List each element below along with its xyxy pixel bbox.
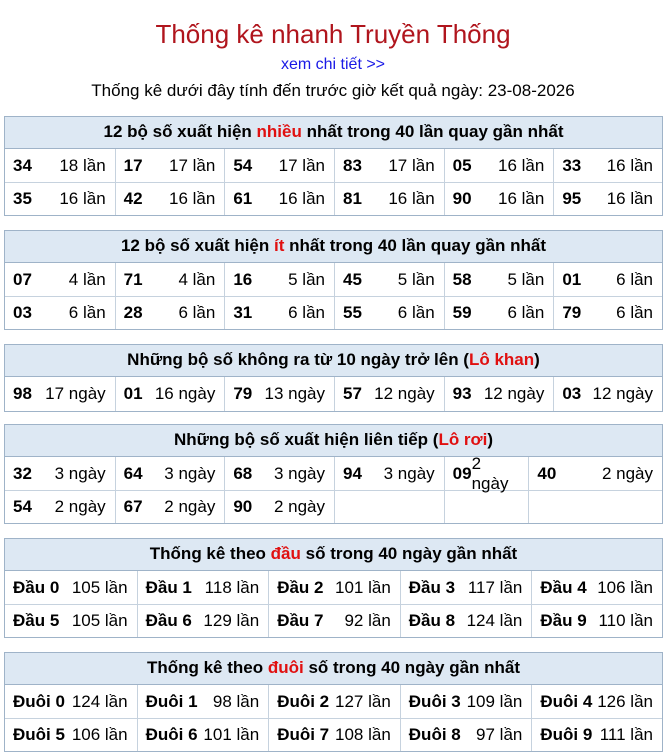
stat-cell	[224, 377, 334, 411]
stat-label: 98	[13, 384, 32, 403]
stat-label: Đuôi 0	[13, 691, 65, 711]
stat-label: 94	[343, 463, 362, 483]
header-text: Những bộ số không ra từ 10 ngày trở lên (	[127, 350, 469, 369]
stat-cell	[531, 685, 662, 718]
stat-cell	[115, 183, 225, 215]
stat-count: 17 lần	[278, 155, 325, 175]
stat-label: 07	[13, 269, 32, 289]
duoi-stats-table	[4, 652, 663, 752]
stat-cell	[444, 377, 554, 411]
stat-cell	[531, 571, 662, 604]
view-details-link[interactable]: xem chi tiết >>	[280, 56, 386, 73]
stat-cell	[115, 149, 225, 182]
stat-label: Đuôi 9	[540, 725, 593, 744]
stat-label: Đầu 9	[540, 611, 587, 630]
stat-label: 42	[123, 189, 143, 208]
stat-count: 6 lần	[507, 303, 545, 322]
stat-count: 6 lần	[288, 303, 325, 322]
table-row	[5, 490, 662, 523]
stat-count: 117 lần	[467, 577, 523, 597]
stat-cell	[553, 263, 662, 296]
header-text: 12 bộ số xuất hiện	[103, 122, 257, 141]
stat-count: 97 lần	[476, 725, 523, 744]
stat-cell	[5, 297, 115, 329]
stat-label: 95	[562, 189, 582, 208]
table-row	[5, 685, 662, 718]
stat-label: 31	[233, 303, 253, 322]
stat-label: Đuôi 5	[13, 725, 65, 744]
table-row	[5, 604, 662, 637]
stat-label: Đầu 0	[13, 577, 60, 597]
stat-label: 83	[343, 155, 362, 175]
stat-count: 4 lần	[178, 269, 216, 289]
stat-count: 16 lần	[169, 189, 216, 208]
stat-count: 13 ngày	[264, 384, 325, 403]
stat-count: 16 lần	[278, 189, 325, 208]
stat-count: 16 lần	[606, 189, 654, 208]
stat-count: 124 lần	[466, 611, 523, 630]
stat-cell	[268, 719, 400, 751]
header-text: Thống kê theo	[149, 544, 271, 563]
stat-count: 4 lần	[68, 269, 106, 289]
stat-cell	[400, 571, 532, 604]
stat-label: 71	[123, 269, 143, 289]
stat-count: 118 lần	[204, 577, 260, 597]
stat-count: 12 ngày	[374, 384, 435, 403]
stat-cell	[444, 297, 554, 329]
stat-count: 129 lần	[203, 611, 260, 630]
stat-count: 17 ngày	[45, 384, 106, 403]
stat-cell	[224, 149, 334, 182]
stat-count: 6 lần	[616, 303, 654, 322]
stat-cell	[444, 183, 554, 215]
stat-count: 124 lần	[71, 691, 128, 711]
header-highlight: nhiều	[256, 122, 302, 141]
stat-cell	[5, 377, 115, 411]
stat-count: 16 lần	[606, 155, 654, 175]
stat-label: 68	[233, 463, 253, 483]
stat-label: 40	[537, 463, 557, 483]
stat-count: 110 lần	[598, 611, 653, 630]
stat-cell	[5, 183, 115, 215]
stat-count: 108 lần	[335, 725, 391, 744]
stat-cell	[334, 297, 444, 329]
stat-cell	[531, 719, 662, 751]
stat-cell	[268, 571, 400, 604]
stat-label: 17	[123, 155, 143, 175]
stat-cell	[5, 457, 115, 490]
stat-count: 5 lần	[507, 269, 545, 289]
header-text: Thống kê theo	[146, 658, 268, 677]
least-frequent-table	[4, 230, 663, 330]
stat-label: 93	[452, 384, 472, 403]
stat-label: 57	[343, 384, 362, 403]
stat-cell	[224, 457, 334, 490]
stat-count: 18 lần	[59, 155, 106, 175]
stat-cell	[137, 719, 269, 751]
stat-label: Đầu 6	[145, 611, 192, 630]
header-text: )	[534, 350, 540, 369]
stat-cell	[137, 605, 269, 637]
stat-count: 16 lần	[498, 189, 545, 208]
stat-label: 16	[233, 269, 253, 289]
lo-roi-header	[5, 425, 662, 457]
most-frequent-header	[5, 117, 662, 149]
stat-cell	[268, 605, 400, 637]
stat-count: 101 lần	[335, 577, 391, 597]
stat-count: 106 lần	[71, 725, 128, 744]
stat-cell	[334, 457, 444, 490]
page-subtitle: Thống kê dưới đây tính đến trước giờ kết quả ngày: 23-08-2026	[91, 81, 575, 100]
stat-label: 54	[13, 497, 32, 516]
stat-cell	[5, 605, 137, 637]
stat-count: 17 lần	[169, 155, 216, 175]
stat-cell	[5, 149, 115, 182]
table-row	[5, 263, 662, 296]
stat-cell	[531, 605, 662, 637]
stat-label: 79	[233, 384, 253, 403]
stat-cell	[334, 183, 444, 215]
stat-cell	[5, 571, 137, 604]
stat-cell	[268, 685, 400, 718]
header-highlight: đầu	[270, 544, 301, 563]
stat-label: 55	[343, 303, 362, 322]
stat-cell	[137, 685, 269, 718]
table-row	[5, 149, 662, 182]
stat-label: 58	[452, 269, 472, 289]
page-title: Thống kê nhanh Truyền Thống	[155, 19, 511, 49]
header-text: Những bộ số xuất hiện liên tiếp (	[173, 430, 439, 449]
stat-count: 2 ngày	[164, 497, 216, 516]
header-text: số trong 40 ngày gần nhất	[303, 658, 521, 677]
table-row	[5, 718, 662, 751]
stat-label: 90	[452, 189, 472, 208]
stat-cell	[553, 297, 662, 329]
header-text: nhất trong 40 lần quay gần nhất	[301, 122, 564, 141]
duoi-stats-header	[5, 653, 662, 685]
stat-cell	[115, 491, 225, 523]
stat-label: 79	[562, 303, 582, 322]
stat-cell	[334, 377, 444, 411]
stat-label: Đuôi 6	[145, 725, 198, 744]
stat-cell	[5, 685, 137, 718]
stat-count: 2 ngày	[54, 497, 106, 516]
stat-label: 01	[123, 384, 143, 403]
stat-count: 126 lần	[597, 691, 653, 711]
least-frequent-header	[5, 231, 662, 263]
stat-label: 01	[562, 269, 582, 289]
header-highlight: Lô khan	[468, 350, 535, 369]
stat-count: 105 lần	[71, 611, 128, 630]
stat-count: 2 ngày	[471, 453, 509, 493]
stat-cell	[444, 149, 554, 182]
stat-cell	[115, 377, 225, 411]
header-highlight: Lô rơi	[438, 430, 488, 449]
stat-cell	[5, 491, 115, 523]
empty-cell	[528, 491, 662, 523]
stat-label: 54	[233, 155, 253, 175]
stat-label: 28	[123, 303, 143, 322]
stat-count: 3 ngày	[383, 463, 435, 483]
stat-cell	[553, 149, 662, 182]
stat-label: 35	[13, 189, 32, 208]
stat-label: 32	[13, 463, 32, 483]
stat-label: 67	[123, 497, 143, 516]
stat-count: 3 ngày	[54, 463, 106, 483]
stat-count: 109 lần	[466, 691, 523, 711]
stat-cell	[528, 457, 662, 490]
stat-cell	[553, 377, 662, 411]
stat-count: 3 ngày	[164, 463, 216, 483]
stat-label: 05	[452, 155, 472, 175]
stat-cell	[400, 719, 532, 751]
stat-cell	[115, 297, 225, 329]
stat-cell	[553, 183, 662, 215]
stat-count: 16 lần	[388, 189, 435, 208]
stat-cell	[224, 491, 334, 523]
stat-label: Đuôi 8	[408, 725, 461, 744]
empty-cell	[334, 491, 444, 523]
stat-cell	[224, 263, 334, 296]
header-text: 12 bộ số xuất hiện	[120, 236, 274, 255]
stat-count: 2 ngày	[601, 463, 653, 483]
stat-count: 12 ngày	[592, 384, 654, 403]
stat-cell	[5, 263, 115, 296]
stat-label: 64	[123, 463, 143, 483]
stat-label: Đầu 3	[408, 577, 456, 597]
stat-cell	[115, 457, 225, 490]
stat-cell	[444, 263, 554, 296]
header-text: số trong 40 ngày gần nhất	[300, 544, 518, 563]
stat-cell	[224, 297, 334, 329]
stat-label: 45	[343, 269, 362, 289]
stat-count: 6 lần	[616, 269, 654, 289]
stat-count: 17 lần	[388, 155, 435, 175]
empty-cell	[444, 491, 529, 523]
dau-stats-table	[4, 538, 663, 638]
stat-label: 61	[233, 189, 253, 208]
stat-cell	[334, 149, 444, 182]
stat-count: 111 lần	[599, 725, 653, 744]
lo-roi-table	[4, 424, 663, 524]
stat-cell	[400, 605, 532, 637]
lo-khan-header	[5, 345, 662, 377]
stat-label: 03	[562, 384, 582, 403]
stat-label: 09	[452, 463, 472, 483]
stat-label: Đuôi 7	[277, 725, 330, 744]
stat-count: 6 lần	[178, 303, 216, 322]
table-row	[5, 571, 662, 604]
table-row	[5, 182, 662, 215]
table-row	[5, 453, 662, 493]
stat-count: 6 lần	[68, 303, 106, 322]
stat-count: 12 ngày	[483, 384, 545, 403]
stat-count: 106 lần	[597, 577, 653, 597]
stat-cell	[224, 183, 334, 215]
stat-label: Đầu 2	[277, 577, 324, 597]
stat-cell	[115, 263, 225, 296]
stat-count: 5 lần	[397, 269, 435, 289]
most-frequent-table	[4, 116, 663, 216]
stat-count: 16 ngày	[154, 384, 216, 403]
stat-label: Đầu 8	[408, 611, 456, 630]
stat-count: 105 lần	[71, 577, 128, 597]
header-text: nhất trong 40 lần quay gần nhất	[284, 236, 547, 255]
stat-label: 59	[452, 303, 472, 322]
stat-label: Đuôi 3	[408, 691, 461, 711]
lo-khan-table	[4, 344, 663, 412]
stat-label: Đầu 5	[13, 611, 60, 630]
stat-label: Đầu 7	[277, 611, 324, 630]
stat-label: Đầu 1	[145, 577, 192, 597]
stat-label: 90	[233, 497, 253, 516]
stat-count: 16 lần	[59, 189, 106, 208]
stat-count: 3 ngày	[273, 463, 325, 483]
stat-cell	[444, 453, 529, 493]
stat-count: 92 lần	[344, 611, 391, 630]
stat-count: 6 lần	[397, 303, 435, 322]
stat-count: 16 lần	[498, 155, 545, 175]
stat-label: 81	[343, 189, 362, 208]
stat-count: 98 lần	[212, 691, 260, 711]
header-highlight: ít	[274, 236, 285, 255]
stat-count: 127 lần	[335, 691, 391, 711]
stat-label: Đuôi 2	[277, 691, 330, 711]
stat-count: 5 lần	[288, 269, 325, 289]
stat-count: 2 ngày	[273, 497, 325, 516]
stat-label: Đầu 4	[540, 577, 587, 597]
stat-cell	[400, 685, 532, 718]
stat-label: 33	[562, 155, 582, 175]
stat-label: Đuôi 1	[145, 691, 198, 711]
stat-cell	[334, 263, 444, 296]
stat-count: 101 lần	[203, 725, 260, 744]
stat-label: 03	[13, 303, 32, 322]
header-text: )	[487, 430, 494, 449]
stat-cell	[137, 571, 269, 604]
table-row	[5, 377, 662, 411]
stat-label: 34	[13, 155, 32, 175]
header-highlight: đuôi	[267, 658, 304, 677]
dau-stats-header	[5, 539, 662, 571]
stat-cell	[5, 719, 137, 751]
stat-label: Đuôi 4	[540, 691, 593, 711]
table-row	[5, 296, 662, 329]
